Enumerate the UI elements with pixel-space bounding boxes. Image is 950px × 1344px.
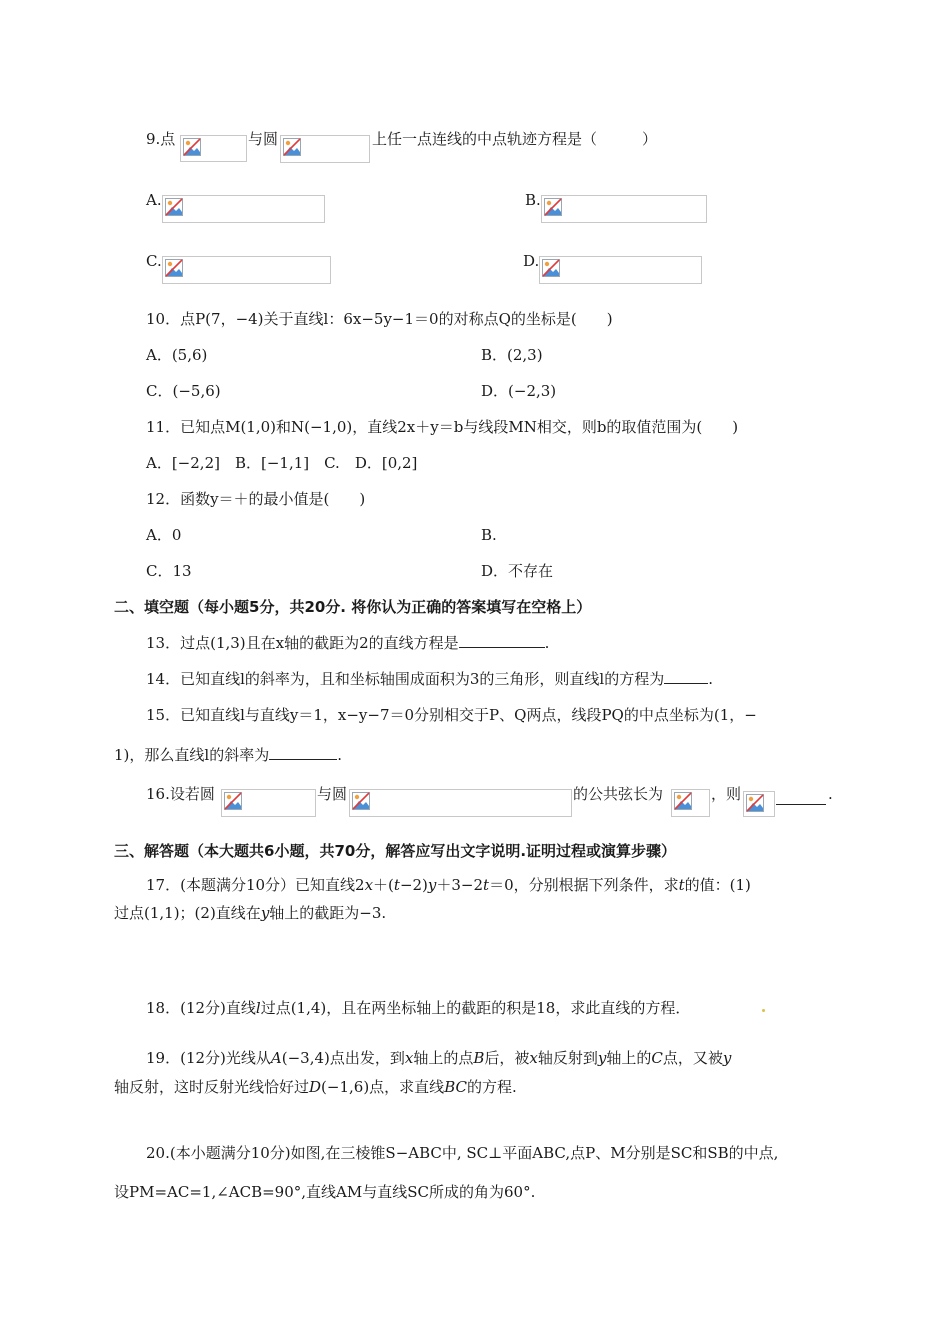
q19-line2: 轴反射，这时反射光线恰好过D(−1,6)点，求直线BC的方程. xyxy=(114,1078,517,1096)
q20-line2: 设PM=AC=1,∠ACB=90°,直线AM与直线SC所成的角为60°. xyxy=(114,1183,536,1201)
q9-option-b-image xyxy=(541,195,707,223)
circle-formula-image xyxy=(280,135,370,163)
q9-mid: 与圆 xyxy=(248,130,279,148)
q14-end: . xyxy=(708,670,714,688)
q15-line1: 15．已知直线l与直线y＝1，x−y−7＝0分别相交于P、Q两点，线段PQ的中点坐标为(1，− xyxy=(146,706,757,724)
q12-option-b: B. xyxy=(481,526,497,544)
q11-options: A．[−2,2] B．[−1,1] C. D．[0,2] xyxy=(146,454,418,472)
q10-stem: 10．点P(7，−4)关于直线l：6x−5y−1＝0的对称点Q的坐标是( ) xyxy=(146,310,613,328)
broken-image-icon xyxy=(165,259,183,277)
q15-end: . xyxy=(337,746,342,764)
q13-end: . xyxy=(544,634,550,652)
section-fill-in-title: 二、填空题（每小题5分，共20分. 将你认为正确的答案填写在空格上） xyxy=(114,598,592,616)
q13-answer-blank xyxy=(459,633,545,648)
q12-option-c: C．13 xyxy=(146,562,192,580)
q16-chord-image xyxy=(671,789,710,817)
q10-option-d: D．(−2,3) xyxy=(481,382,557,400)
q10-option-b: B．(2,3) xyxy=(481,346,543,364)
q16-prefix: 16.设若圆 xyxy=(146,785,215,803)
q16-mid2: 的公共弦长为 xyxy=(573,785,664,803)
decorative-dot xyxy=(762,1009,765,1012)
q15-line2: 1)，那么直线l的斜率为 xyxy=(114,746,270,764)
broken-image-icon xyxy=(165,198,183,216)
broken-image-icon xyxy=(183,138,201,156)
q9-option-c-image xyxy=(162,256,331,284)
q9-option-d-image xyxy=(539,256,702,284)
q10-option-c: C．(−5,6) xyxy=(146,382,221,400)
q20-line1: 20.(本小题满分10分)如图,在三棱锥S−ABC中, SC⊥平面ABC,点P、M分别是SC和SB的中点, xyxy=(146,1144,779,1162)
q11-stem: 11．已知点M(1,0)和N(−1,0)，直线2x＋y＝b与线段MN相交，则b的取值范围为( ) xyxy=(146,418,739,436)
q9-option-c-label: C. xyxy=(146,252,162,270)
q16-answer-blank xyxy=(776,790,826,805)
q16-mid3: ，则 xyxy=(711,785,742,803)
q18-text: 18．(12分)直线l过点(1,4)，且在两坐标轴上的截距的积是18，求此直线的方程． xyxy=(146,999,691,1017)
point-formula-image xyxy=(180,135,247,162)
q16-circle2-image xyxy=(349,789,572,817)
q16-circle1-image xyxy=(221,789,316,817)
q14-text: 14．已知直线l的斜率为，且和坐标轴围成面积为3的三角形，则直线l的方程为 xyxy=(146,670,665,688)
q9-option-a-image xyxy=(162,195,325,223)
broken-image-icon xyxy=(674,792,692,810)
q19-line1: 19．(12分)光线从A(−3,4)点出发，到x轴上的点B后，被x轴反射到y轴上的C点，又被y xyxy=(146,1049,732,1067)
q9-option-b-label: B. xyxy=(525,191,541,209)
section-solve-title: 三、解答题（本大题共6小题，共70分，解答应写出文字说明.证明过程或演算步骤） xyxy=(114,842,677,860)
q16-mid: 与圆 xyxy=(317,785,348,803)
q16-answer-image xyxy=(743,791,775,817)
q16-end: . xyxy=(828,785,833,803)
q12-stem: 12．函数y＝＋的最小值是( ) xyxy=(146,490,366,508)
broken-image-icon xyxy=(352,792,370,810)
broken-image-icon xyxy=(542,259,560,277)
q9-prefix: 9.点 xyxy=(146,130,176,148)
broken-image-icon xyxy=(224,792,242,810)
q9-option-d-label: D. xyxy=(523,252,540,270)
q9-suffix: 上任一点连线的中点轨迹方程是（ ） xyxy=(372,130,658,148)
q12-option-d: D．不存在 xyxy=(481,562,554,580)
q9-option-a-label: A. xyxy=(146,191,162,209)
broken-image-icon xyxy=(283,138,301,156)
q13-text: 13．过点(1,3)且在x轴的截距为2的直线方程是 xyxy=(146,634,459,652)
q15-answer-blank xyxy=(269,745,337,760)
q10-option-a: A．(5,6) xyxy=(146,346,208,364)
q14-answer-blank xyxy=(664,669,708,684)
q17-line2: 过点(1,1)；(2)直线在y轴上的截距为−3. xyxy=(114,904,387,922)
broken-image-icon xyxy=(544,198,562,216)
q12-option-a: A．0 xyxy=(146,526,182,544)
broken-image-icon xyxy=(746,794,764,812)
q17-line1: 17．(本题满分10分）已知直线2x＋(t−2)y＋3−2t＝0，分别根据下列条件，求t的值：(1) xyxy=(146,876,751,894)
